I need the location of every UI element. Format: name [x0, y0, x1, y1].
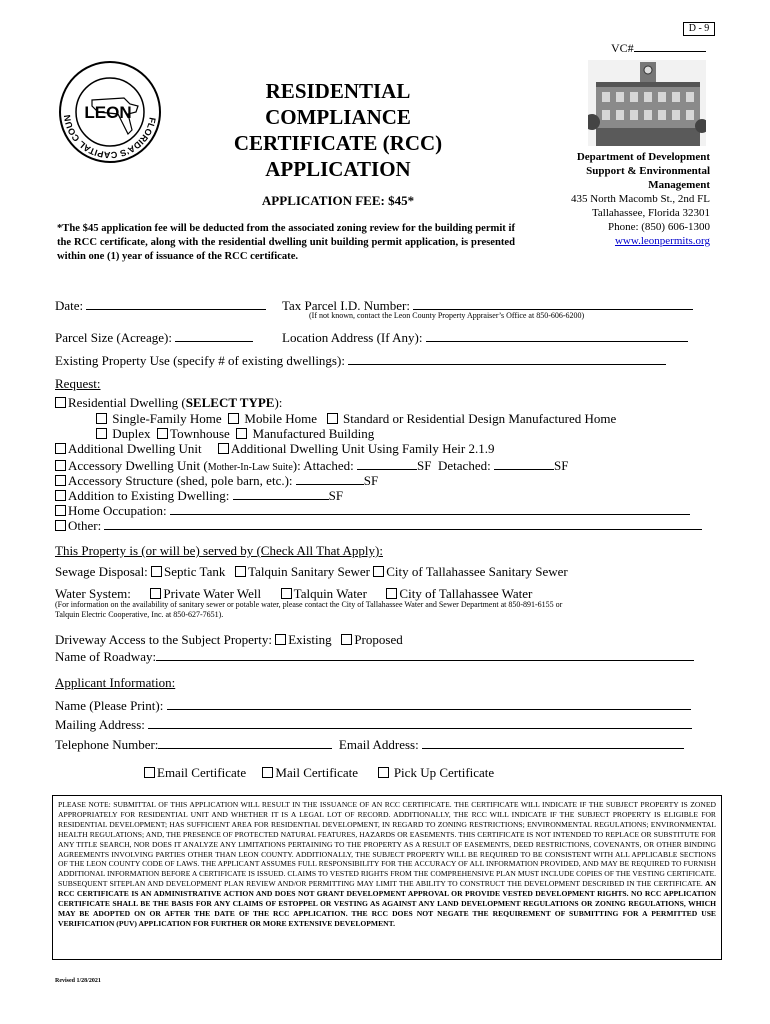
duplex-option[interactable]: Duplex [96, 426, 151, 441]
building-photo [588, 60, 706, 146]
residential-type-row-2 [96, 426, 374, 442]
date-label: Date: [55, 298, 84, 313]
accessory-dwelling-row: Accessory Dwelling Unit (Mother-In-Law Suite): Attached: SF Detached: SF [55, 456, 568, 474]
private-well-checkbox[interactable] [150, 588, 161, 599]
addition-checkbox[interactable] [55, 490, 66, 501]
talquin-water-option[interactable]: Talquin Water [281, 586, 367, 601]
addition-sf-field[interactable] [233, 486, 329, 500]
mailing-address-field[interactable] [148, 715, 692, 729]
location-address-row [282, 328, 688, 346]
family-heir-option[interactable]: Additional Dwelling Unit Using Family Heir 2.1.9 [218, 441, 495, 456]
fee-note: *The $45 application fee will be deducted from the associated zoning review for the building permit if the RCC certificate, along with the residential dwelling unit building permit application, is presented within one (1) year of issuance of the RCC certificate. [57, 223, 515, 262]
manufactured-building-option[interactable]: Manufactured Building [236, 426, 374, 441]
residential-dwelling-checkbox[interactable] [55, 397, 66, 408]
townhouse-checkbox[interactable] [157, 428, 168, 439]
form-title: RESIDENTIAL COMPLIANCE CERTIFICATE (RCC) APPLICATION [233, 79, 443, 181]
septic-checkbox[interactable] [151, 566, 162, 577]
city-water-checkbox[interactable] [386, 588, 397, 599]
department-info [470, 150, 710, 248]
roadway-field[interactable] [156, 647, 694, 661]
accessory-structure-checkbox[interactable] [55, 475, 66, 486]
driveway-existing-checkbox[interactable] [275, 634, 286, 645]
additional-dwelling-row [55, 441, 494, 457]
townhouse-option[interactable]: Townhouse [157, 426, 230, 441]
telephone-field[interactable] [158, 735, 332, 749]
mailing-address-row [55, 715, 692, 733]
logo-ring-text: FLORIDA'S CAPITAL COUN [62, 114, 158, 161]
tax-parcel-note: (If not known, contact the Leon County Property Appraiser’s Office at 850-606-6200) [309, 311, 585, 320]
duplex-checkbox[interactable] [96, 428, 107, 439]
utility-note-line-1: (For information on the availability of sanitary sewer or potable water, please contact the City of Tallahassee Water and Sewer Department at 850-891-6155 or [55, 600, 563, 609]
vc-label: VC# [611, 41, 634, 55]
sewage-label: Sewage Disposal: [55, 564, 148, 579]
date-row [55, 296, 266, 314]
single-family-option[interactable]: Single-Family Home [96, 411, 222, 426]
sewage-row [55, 564, 568, 580]
accessory-structure-row: Accessory Structure (shed, pole barn, etc.): SF [55, 471, 378, 489]
parcel-size-field[interactable] [175, 328, 253, 342]
standard-manufactured-option[interactable]: Standard or Residential Design Manufactured Home [327, 411, 617, 426]
mail-certificate-option[interactable]: Mail Certificate [262, 765, 358, 780]
notice-bold-text: AN RCC CERTIFICATE IS AN ADMINISTRATIVE ACTION AND DOES NOT GRANT DEVELOPMENT APPROVAL OR PROVIDE VESTED DEVELOPMENT RIGHTS. NO RCC APPLICATION CERTIFICATE SHALL BE THE BASIS FOR ANY CLAIMS OF ESTOPPEL OR VESTING AS AGAINST ANY LAND DEVELOPMENT REGULATIONS OR ZONING REGULATIONS, WHICH MAY BE ADOPTED ON OR AFTER THE DATE OF THE RCC APPLICATION. THE RCC DOES NOT NEGATE THE REQUIREMENT OF SUBMITTING FOR A PERMITTED USE VERIFICATION (PUV) APPLICATION FOR FURTHER OR MORE EXTENSIVE DEVELOPMENT. [58, 879, 716, 928]
mailing-address-label: Mailing Address: [55, 717, 145, 732]
roadway-row [55, 647, 694, 665]
mobile-home-checkbox[interactable] [228, 413, 239, 424]
additional-dwelling-checkbox[interactable] [55, 443, 66, 454]
logo-text: LEON [84, 103, 132, 122]
department-name-3: Management [648, 179, 710, 191]
leon-county-seal-logo [58, 60, 162, 164]
notice-text: PLEASE NOTE: SUBMITTAL OF THIS APPLICATION WILL RESULT IN THE ISSUANCE OF AN RCC CERTIFICATE. THE CERTIFICATE WILL INDICATE IF THE SUBJECT PROPERTY IS ZONED APPROPRIATELY FOR RESIDENTIAL UNIT AND WHETHER IT IS A LEGAL LOT OF RECORD. ADDITIONALLY, THE RCC WILL INDICATE IF THE SUBJECT PROPERTY IS ELIGIBLE FOR RESIDENTIAL DEVELOPMENT; HAS SUFFICIENT AREA FOR RESIDENTIAL DEVELOPMENT, IN REGARD TO ZONING RESTRICTIONS; ENVIRONMENTAL REGULATIONS; ENVIRONMENTAL HEALTH REGULATIONS; AND, THE PRESENCE OF PROTECTED NATURAL FEATURES, HAZARDS OR EASEMENTS. THIS CERTIFICATE IS NOT INTENDED TO REPLACE OR SUBSTITUTE FOR ANY TITLE SEARCH, NOR DOES IT ANALYZE ANY LIMITATIONS PERTAINING TO THE PROPERTY AS A RESULT OF EASEMENTS, DEED RESTRICTIONS, COVENANTS, OR OTHER BINDING AGREEMENTS INVOLVING PARTIES OTHER THAN LEON COUNTY. ADDITIONALLY, THE SUBJECT PROPERTY WILL BE REQUIRED TO BE CONSISTENT WITH ALL APPLICABLE SECTIONS OF THE LEON COUNTY CODE OF LAWS. THE APPLICANT ASSUMES FULL RESPONSIBILITY FOR THE ACCURACY OF ALL INFORMATION PROVIDED, AND MAY BE REQUIRED TO FURNISH ADDITIONAL INFORMATION BEFORE A CERTIFICATE IS ISSUED. CLAIMS TO VESTED RIGHTS FROM THE COMPREHENSIVE PLAN MUST INCLUDE COPIES OF THE VESTING CERTIFICATE. SUBSEQUENT SITEPLAN AND DEVELOPMENT PLAN REVIEW AND/OR PERMITTING MAY LIMIT THE ABILITY TO CONSTRUCT THE DEVELOPMENT DESCRIBED IN THE CERTIFICATE. [58, 800, 716, 889]
accessory-structure-sf-field[interactable] [296, 471, 364, 485]
residential-type-row-1 [96, 411, 616, 427]
location-address-label: Location Address (If Any): [282, 330, 423, 345]
home-occupation-field[interactable] [170, 501, 690, 515]
mobile-home-option[interactable]: Mobile Home [228, 411, 317, 426]
single-family-checkbox[interactable] [96, 413, 107, 424]
applicant-heading: Applicant Information: [55, 675, 176, 690]
pickup-certificate-checkbox[interactable] [378, 767, 389, 778]
application-fee: APPLICATION FEE: $45* [261, 193, 415, 208]
home-occupation-checkbox[interactable] [55, 505, 66, 516]
other-field[interactable] [104, 516, 702, 530]
existing-use-row [55, 351, 666, 369]
department-address-2: Tallahassee, Florida 32301 [591, 207, 710, 219]
services-heading: This Property is (or will be) served by (Check All That Apply): [55, 543, 383, 558]
applicant-name-field[interactable] [167, 696, 691, 710]
talquin-sewer-checkbox[interactable] [235, 566, 246, 577]
applicant-name-label: Name (Please Print): [55, 698, 164, 713]
driveway-proposed-checkbox[interactable] [341, 634, 352, 645]
tax-parcel-label: Tax Parcel I.D. Number: [282, 298, 410, 313]
residential-dwelling-option[interactable]: Residential Dwelling (SELECT TYPE): [55, 395, 282, 411]
city-sewer-option[interactable]: City of Tallahassee Sanitary Sewer [373, 564, 568, 579]
other-checkbox[interactable] [55, 520, 66, 531]
delivery-options-row [144, 765, 494, 781]
email-field[interactable] [422, 735, 684, 749]
addition-row: Addition to Existing Dwelling: SF [55, 486, 343, 504]
driveway-existing-option[interactable]: Existing [275, 632, 331, 647]
revision-date: Revised 1/28/2021 [55, 978, 101, 984]
department-address-1: 435 North Macomb St., 2nd FL [570, 193, 710, 205]
other-row: Other: [55, 516, 702, 534]
parcel-size-label: Parcel Size (Acreage): [55, 330, 172, 345]
water-label: Water System: [55, 586, 131, 601]
department-phone: Phone: (850) 606-1300 [607, 221, 710, 233]
parcel-size-row [55, 328, 253, 346]
driveway-proposed-option[interactable]: Proposed [341, 632, 402, 647]
home-occupation-row: Home Occupation: [55, 501, 690, 519]
form-number-badge: D - 9 [683, 22, 715, 36]
detached-sf-field[interactable] [494, 456, 554, 470]
family-heir-checkbox[interactable] [218, 443, 229, 454]
utility-note-line-2: Talquin Electric Cooperative, Inc. at 850-627-7651). [55, 610, 224, 619]
legal-notice-box [52, 795, 722, 960]
driveway-label: Driveway Access to the Subject Property: [55, 632, 272, 647]
septic-option[interactable]: Septic Tank [151, 564, 225, 579]
vc-number-field[interactable] [611, 40, 706, 56]
attached-sf-field[interactable] [357, 456, 417, 470]
talquin-water-checkbox[interactable] [281, 588, 292, 599]
request-heading: Request: [55, 376, 101, 391]
telephone-label: Telephone Number: [55, 737, 159, 752]
email-certificate-checkbox[interactable] [144, 767, 155, 778]
driveway-row [55, 632, 403, 648]
manufactured-building-checkbox[interactable] [236, 428, 247, 439]
department-name-2: Support & Environmental [586, 165, 710, 177]
location-address-field[interactable] [426, 328, 688, 342]
additional-dwelling-option[interactable]: Additional Dwelling Unit [55, 441, 202, 456]
date-field[interactable] [86, 296, 266, 310]
contact-row [55, 735, 684, 753]
applicant-name-row [55, 696, 691, 714]
existing-use-field[interactable] [348, 351, 666, 365]
roadway-label: Name of Roadway: [55, 649, 157, 664]
standard-manufactured-checkbox[interactable] [327, 413, 338, 424]
department-website-link[interactable]: www.leonpermits.org [614, 235, 710, 247]
accessory-dwelling-checkbox[interactable] [55, 460, 66, 471]
email-label: Email Address: [338, 737, 419, 752]
email-certificate-option[interactable]: Email Certificate [144, 765, 246, 780]
pickup-certificate-option[interactable]: Pick Up Certificate [378, 765, 495, 780]
talquin-sewer-option[interactable]: Talquin Sanitary Sewer [235, 564, 370, 579]
department-name-1: Department of Development [576, 151, 710, 163]
mail-certificate-checkbox[interactable] [262, 767, 273, 778]
city-water-option[interactable]: City of Tallahassee Water [386, 586, 532, 601]
existing-use-label: Existing Property Use (specify # of existing dwellings): [55, 353, 345, 368]
tax-parcel-field[interactable] [413, 296, 693, 310]
city-sewer-checkbox[interactable] [373, 566, 384, 577]
private-well-option[interactable]: Private Water Well [150, 586, 261, 601]
